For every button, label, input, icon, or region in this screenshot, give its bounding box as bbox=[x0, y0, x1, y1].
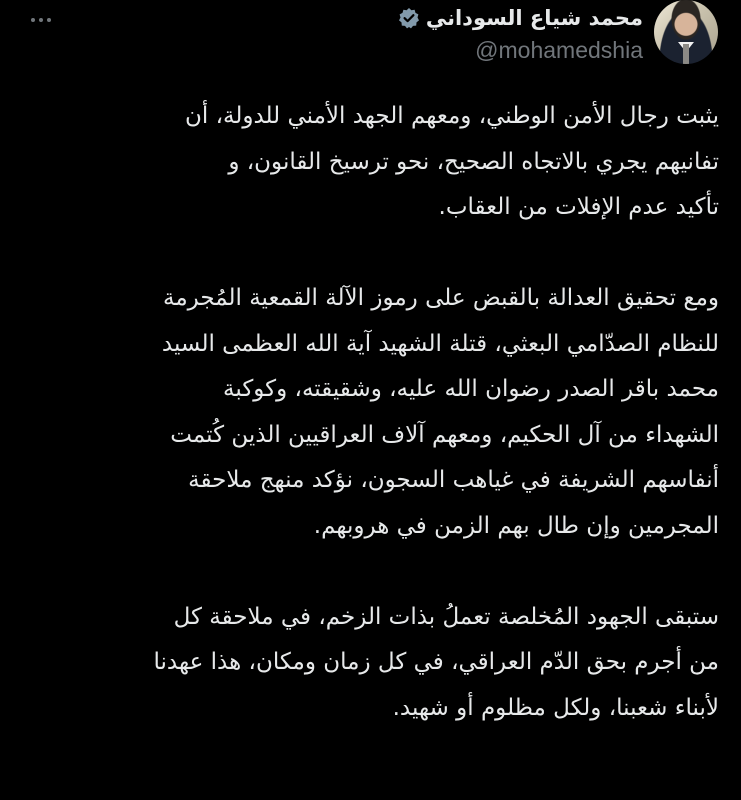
author-display-name[interactable]: محمد شياع السوداني bbox=[425, 6, 643, 30]
more-dot bbox=[47, 18, 51, 22]
text-line: يثبت رجال الأمن الوطني، ومعهم الجهد الأمني للدولة، أن bbox=[185, 103, 719, 129]
tweet-header bbox=[0, 0, 741, 80]
avatar[interactable] bbox=[654, 0, 718, 64]
tweet-text bbox=[15, 94, 719, 731]
more-options-icon[interactable] bbox=[26, 10, 56, 30]
tweet-paragraph-3 bbox=[15, 595, 719, 732]
paragraph-gap bbox=[15, 549, 719, 595]
text-line: الشهداء من آل الحكيم، ومعهم آلاف العراقيين الذين كُتمت bbox=[170, 421, 719, 448]
tweet-paragraph-1 bbox=[15, 94, 719, 231]
more-dot bbox=[39, 18, 43, 22]
text-line: تأكيد عدم الإفلات من العقاب. bbox=[438, 194, 719, 220]
text-line: تفانيهم يجري بالاتجاه الصحيح، نحو ترسيخ القانون، و bbox=[228, 148, 719, 175]
text-line: ومع تحقيق العدالة بالقبض على رموز الآلة القمعية المُجرمة bbox=[163, 285, 719, 311]
avatar-tie bbox=[683, 44, 689, 64]
text-line: لأبناء شعبنا، ولكل مظلوم أو شهيد. bbox=[392, 694, 719, 721]
text-line: من أجرم بحق الدّم العراقي، في كل زمان ومكان، هذا عهدنا bbox=[153, 649, 719, 675]
tweet-paragraph-2 bbox=[15, 276, 719, 549]
text-line: أنفاسهم الشريفة في غياهب السجون، نؤكد منهج ملاحقة bbox=[188, 467, 719, 493]
text-line: ستبقى الجهود المُخلصة تعملُ بذات الزخم، في ملاحقة كل bbox=[173, 603, 719, 630]
text-line: للنظام الصدّامي البعثي، قتلة الشهيد آية الله العظمى السيد bbox=[161, 330, 719, 357]
more-dot bbox=[31, 18, 35, 22]
verified-badge-icon bbox=[398, 7, 420, 29]
text-line: محمد باقر الصدر رضوان الله عليه، وشقيقته، وكوكبة bbox=[223, 376, 719, 402]
text-line: المجرمين وإن طال بهم الزمن في هروبهم. bbox=[313, 512, 719, 539]
paragraph-gap bbox=[15, 231, 719, 277]
author-name-row[interactable] bbox=[398, 4, 643, 32]
author-handle[interactable]: @mohamedshia bbox=[475, 37, 643, 63]
